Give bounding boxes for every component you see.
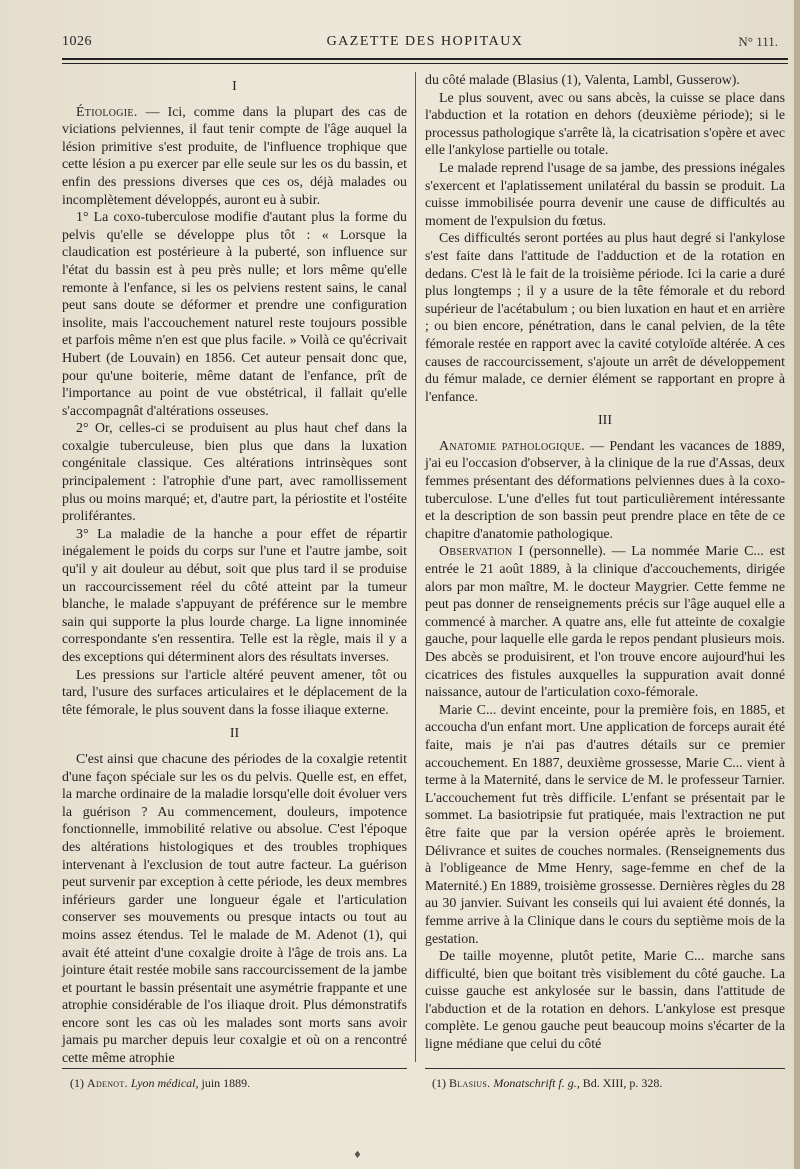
paragraph: C'est ainsi que chacune des périodes de la coxalgie retentit d'une façon spéciale sur les os du pelvis. Quelle est, en effet, la marche ordinaire de la maladie lorsqu'elle doit évoluer vers la guérison ? Au commencement, douleurs, impotence fonctionnelle, immobilité relative ou absolue. C'est l'époque des altérations histologiques et des troubles trophiques intervenant à l'exclusion de tout autre facteur. La guérison peut survenir par exception à cette période, les deux membres inférieurs garder une longueur égale et l'articulation conserver ses mouvements ou presque intacts ou tout au moins assez étendus. Tel le malade de M. Adenot (1), qui avait été atteint d'une coxalgie droite à l'âge de trois ans. La jointure était restée mobile sans raccourcissement de la jambe et pourtant le bassin présentait une asymétrie frappante et une atrophie considérable de l'os iliaque droit. Plus démonstratifs encore sont les cas où les malades sont morts sans avoir jamais pu marcher depuis leur coxalgie et où on a rencontré cette même atrophie [62,751,407,1067]
footnote-source: Monatschrift f. g., [493,1076,580,1090]
paragraph: 2° Or, celles-ci se produisent au plus haut chef dans la coxalgie tuberculeuse, bien plus que dans la luxation congénitale classique. Ces altérations intrinsèques sont principalement : l'atrophie d'une part, avec ramollissement plus ou moins marqué; et, d'autre part, la périostite et l'ostéite proliférantes. [62,421,407,525]
footnote-rule-left [62,1068,407,1069]
issue-number: N° 111. [738,34,778,49]
paragraph: du côté malade (Blasius (1), Valenta, Lambl, Gusserow). [425,73,740,88]
paragraph: 3° La maladie de la hanche a pour effet de répartir inégalement le poids du corps sur l'une et l'autre jambe, soit qu'il y ait douleur au début, soit que plus tard il se produise un raccourcissement réel du côté atteint par la tumeur blanche, le malade s'appuyant de préférence sur le membre sain qui supporte la plus lourde charge. La ligne innominée correspondante s'en ressentira. Telle est la règle, mais il y a des exceptions qui déterminent alors des résultats inverses. [62,526,407,665]
footnote-author: Adenot. [87,1076,128,1090]
header-rule-thick [62,58,788,60]
footnote-right [432,1076,662,1091]
paragraph: Le malade reprend l'usage de sa jambe, des pressions inégales s'exercent et l'aplatissement unilatéral du bassin se produit. La cuisse immobilisée pourra devenir une cause de difficultés au moment de l'expulsion du fœtus. [425,160,785,229]
paragraph: Marie C... devint enceinte, pour la première fois, en 1885, et accoucha d'un enfant mort. Une application de forceps aurait été faite, mais je n'ai pas d'autres détails sur ce premier accouchement. En 1887, deuxième grossesse, Marie C... vient à terme à la Maternité, dans le service de M. le professeur Tarnier. L'accouchement fut très difficile. L'enfant se présentait par le sommet. La basiotripsie fut pratiquée, mais l'extraction ne put être faite que par la version opérée après le broiement. Délivrance et suites de couches normales. (Renseignements dus à l'obligeance de Mme Henry, sage-femme en chef de la Maternité.) En 1889, troisième grossesse. Dernières règles du 28 au 30 janvier. Suivant les conseils qui lui avaient été donnés, la femme arrive à la Clinique dans le cours du septième mois de la gestation. [425,702,785,947]
footnote-detail: Bd. XIII, p. 328. [579,1076,663,1090]
section-heading-1: I [232,79,237,94]
paragraph-text: — Ici, comme dans la plupart des cas de viciations pelviennes, il faut tenir compte de l'âge auquel la lésion primitive s'est produite, de l'influence trophique que cette lésion a pu exercer par elle seule sur les os du bassin, et enfin des pressions diverses que ces os, déjà malades ou incomplètement développés, auront eu à subir. [62,104,407,208]
journal-title: GAZETTE DES HOPITAUX [326,34,524,49]
paragraph: 1° La coxo-tuberculose modifie d'autant plus la forme du pelvis qu'elle se développe plus tôt : « Lorsque la claudication est postérieure à la puberté, son influence sur l'état du bassin est à peu près nulle; et lors même qu'elle remonte à l'enfance, si les os pelviens restent sains, le canal peut sans doute se déformer et prendre une configuration insolite, mais l'accouchement naturel reste toujours possible et parfois même n'en est que plus facile. » Voilà ce qu'écrivait Hubert (de Louvain) en 1856. Cet auteur pensait donc que, pour qu'une boiterie, même datant de l'enfance, prît de l'importance au point de vue obstétrical, il fallait qu'elle s'accompagnât d'altérations osseuses. [62,210,407,419]
footnote-detail: juin 1889. [198,1076,251,1090]
paragraph-anatomie [425,438,785,544]
header-rule-thin [62,63,788,64]
page-edge [794,0,800,1169]
paragraph: De taille moyenne, plutôt petite, Marie C... marche sans difficulté, bien que boitant très visiblement du côté gauche. La cuisse gauche est ankylosée sur le bassin, dans l'attitude de l'abduction et de la rotation en dehors. L'ankylose est presque complète. Le genou gauche peut beaucoup moins s'écarter de la ligne médiane que celui du côté [425,949,785,1053]
printer-mark: ♦ [353,1150,362,1161]
footnote-left [70,1076,250,1091]
section-heading-3: III [598,413,612,429]
paragraph-text: — Pendant les vacances de 1889, j'ai eu l'occasion d'observer, à la clinique de la rue d'Assas, deux femmes présentant des déformations pelviennes dues à la coxo-tuberculose. L'une d'elles fut tout particulièrement intéressante et la description de son bassin peut prendre place en tête de ce chapitre d'anatomie pathologique. [425,438,785,542]
paragraph-text: (personnelle). — La nommée Marie C... est entrée le 21 août 1889, à la clinique d'accouchements, dirigée alors par mon maître, M. le docteur Maygrier. Cette femme ne peut pas donner de renseignements précis sur l'âge auquel elle a commencé à marcher. A quatre ans, elle fut atteinte de coxalgie gauche, pour laquelle elle garda le repos pendant plusieurs mois. Des abcès se produisirent, et l'on trouve encore aujourd'hui les cicatrices des fistules auxquelles la suppuration avait donné naissance, autour de l'articulation coxo-fémorale. [425,544,785,701]
paragraph-label: Anatomie pathologique. [439,438,585,454]
footnote-number: (1) [70,1076,87,1090]
paragraph-label: Observation I [439,544,524,560]
page-number: 1026 [62,34,92,49]
right-column [425,72,785,1054]
footnote-source: Lyon médical, [130,1076,199,1090]
left-column [62,72,407,1068]
footnote-number: (1) [432,1076,449,1090]
paragraph-etiologie [62,104,407,210]
paragraph: Le plus souvent, avec ou sans abcès, la cuisse se place dans l'abduction et la rotation en dehors (deuxième période); si le processus pathologique s'arrête là, la cicatrisation s'opère et avec elle l'ankylose partielle ou totale. [425,90,785,159]
column-divider [415,72,416,1062]
paragraph-observation [425,543,785,701]
paragraph: Ces difficultés seront portées au plus haut degré si l'ankylose s'est faite dans l'attitude de l'adduction et de la rotation en dedans. C'est là le fait de la troisième période. Ici la carie a duré plus longtemps ; il y a usure de la tête fémorale et du rebord supérieur de l'acétabulum ; ou bien luxation en haut et en arrière ; ou bien encore, pénétration, dans le canal pelvien, de la tête fémorale restée en rapport avec la cavité cotyloïde altérée. A ces causes de raccourcissement, s'ajoute un arrêt de développement du fémur malade, ce dernier élément se rapportant en propre à l'enfance. [425,231,785,405]
paragraph-label: Étiologie. [76,104,138,120]
page-header [62,34,788,54]
footnote-author: Blasius. [449,1076,491,1090]
paragraph: Les pressions sur l'article altéré peuvent amener, tôt ou tard, l'usure des surfaces articulaires et le déplacement de la tête fémorale, le plus souvent dans la fosse iliaque externe. [62,667,407,718]
footnote-rule-right [425,1068,785,1069]
section-heading-2: II [229,726,240,742]
